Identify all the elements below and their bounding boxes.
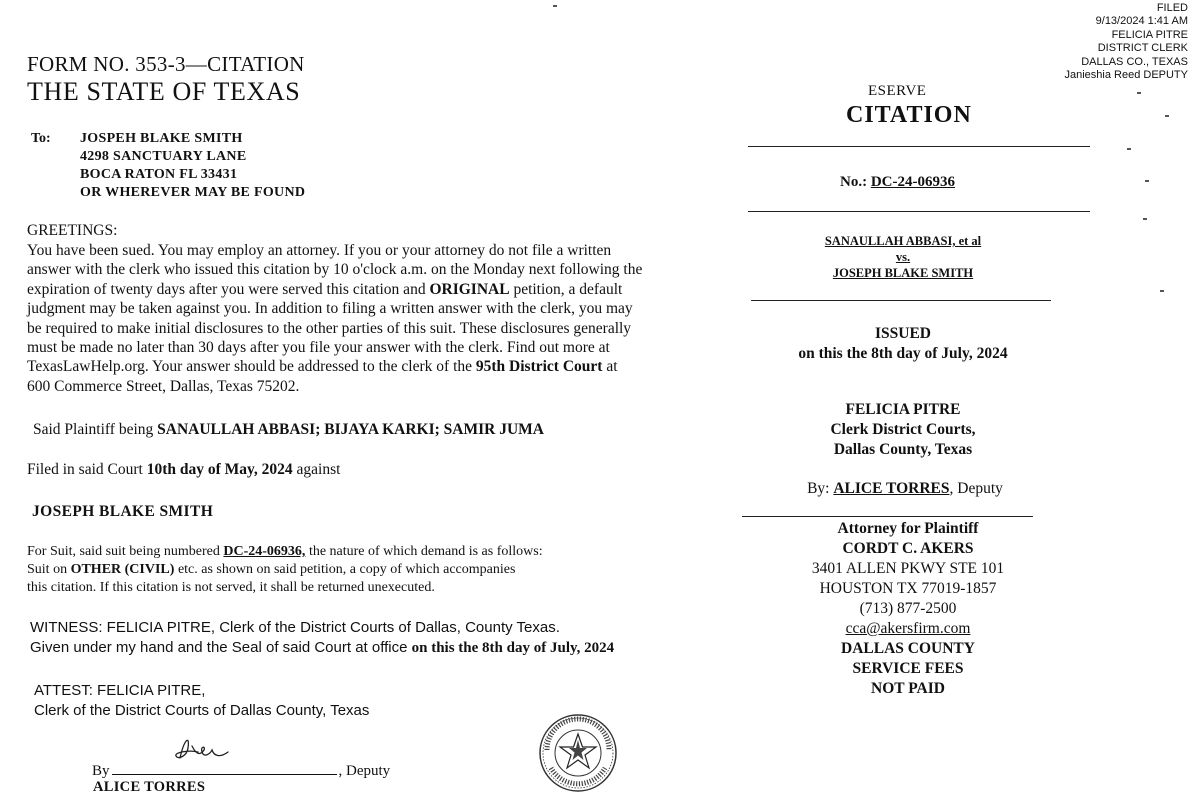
attest-line: Clerk of the District Courts of Dallas County, Texas <box>34 702 370 719</box>
paragraph-line: answer with the clerk who issued this citation by 10 o'clock a.m. on the Monday next following the <box>27 261 643 279</box>
by-suffix: , Deputy <box>949 480 1003 497</box>
clerk-block <box>783 400 1023 460</box>
paragraph-text: petition, a default <box>509 280 623 298</box>
plaintiffs-prefix: Said Plaintiff being <box>33 421 158 438</box>
suit-line <box>27 561 543 579</box>
stamp-line: DALLAS CO., TEXAS <box>1081 55 1188 68</box>
filed-prefix: Filed in said Court <box>27 461 147 478</box>
scan-speck <box>1127 148 1131 150</box>
deputy-name-side: ALICE TORRES <box>833 480 950 497</box>
address-line: BOCA RATON FL 33431 <box>80 167 238 182</box>
by-prefix: By: <box>807 480 834 497</box>
suit-text: the nature of which demand is as follows: <box>305 544 543 559</box>
issued-block <box>783 324 1023 364</box>
stamp-line: FILED <box>1156 2 1188 14</box>
eserve-label: ESERVE <box>868 83 927 99</box>
clerk-name: FELICIA PITRE <box>845 401 961 418</box>
divider <box>751 300 1051 301</box>
witness-text: Given under my hand and the Seal of said Court at office <box>30 639 412 656</box>
witness-block <box>30 618 614 658</box>
suit-description <box>27 543 543 597</box>
state-title: THE STATE OF TEXAS <box>27 77 301 106</box>
deputy-label: , Deputy <box>338 763 391 779</box>
greetings-heading: GREETINGS: <box>27 222 118 239</box>
paragraph-line: 600 Commerce Street, Dallas, Texas 75202. <box>27 377 300 395</box>
original-keyword: ORIGINAL <box>429 280 510 298</box>
greetings-paragraph <box>27 241 727 396</box>
issued-label: ISSUED <box>875 325 931 342</box>
citation-number <box>840 174 955 191</box>
filed-line <box>27 461 340 479</box>
paragraph-line <box>27 357 727 376</box>
stamp-line: Janieshia Reed DEPUTY <box>1064 69 1188 82</box>
plaintiffs-line <box>33 421 544 439</box>
attorney-email[interactable]: cca@akersfirm.com <box>845 620 971 637</box>
paragraph-line: be required to make initial disclosures to the other parties of this suit. These disclosures generally <box>27 319 632 337</box>
signature-line <box>92 760 390 780</box>
attorney-label: Attorney for Plaintiff <box>837 520 979 537</box>
suit-line: this citation. If this citation is not served, it shall be returned unexecuted. <box>27 580 435 595</box>
signature-blank <box>112 760 337 775</box>
scan-speck <box>553 5 557 7</box>
recipient-address <box>80 130 305 202</box>
paragraph-text: at <box>602 358 618 376</box>
deputy-name: ALICE TORRES <box>93 779 206 795</box>
address-line: 4298 SANCTUARY LANE <box>80 149 247 164</box>
paragraph-text: TexasLawHelp.org. Your answer should be addressed to the clerk of the <box>27 358 476 376</box>
vs-label: vs. <box>895 250 911 264</box>
deputy-block <box>760 480 1050 498</box>
suit-nature: OTHER (CIVIL) <box>70 562 175 577</box>
address-line: OR WHEREVER MAY BE FOUND <box>80 185 306 200</box>
fees-line: SERVICE FEES <box>852 660 964 677</box>
court-name: 95th District Court <box>475 358 603 376</box>
suit-text: Suit on <box>27 562 71 577</box>
scan-speck <box>1143 218 1147 220</box>
suit-prefix: For Suit, said suit being numbered <box>27 544 224 559</box>
witness-line: WITNESS: FELICIA PITRE, Clerk of the District Courts of Dallas, County Texas. <box>30 619 560 636</box>
divider <box>742 516 1033 517</box>
attest-block <box>34 681 369 721</box>
issued-date: on this the 8th day of July, 2024 <box>798 345 1008 362</box>
fees-line: NOT PAID <box>871 680 945 697</box>
number-value: DC-24-06936 <box>870 174 955 190</box>
case-number: DC-24-06936, <box>223 544 306 559</box>
attorney-block <box>773 519 1043 699</box>
attorney-phone: (713) 877-2500 <box>859 600 957 617</box>
divider <box>748 146 1090 147</box>
stamp-line: FELICIA PITRE <box>1111 28 1188 41</box>
court-seal-icon <box>537 712 619 794</box>
attorney-address: HOUSTON TX 77019-1857 <box>819 580 997 597</box>
witness-date: on this the 8th day of July, 2024 <box>411 640 615 656</box>
fees-line: DALLAS COUNTY <box>841 640 975 657</box>
to-label: To: <box>31 131 51 146</box>
attorney-address: 3401 ALLEN PKWY STE 101 <box>811 560 1005 577</box>
suit-line <box>27 543 543 561</box>
paragraph-line: judgment may be taken against you. In addition to filing a written answer with the clerk, you may <box>27 300 633 318</box>
witness-line <box>30 638 614 658</box>
paragraph-line: must be made no later than 30 days after you file your answer with the clerk. Find out more at <box>27 339 610 357</box>
stamp-line: DISTRICT CLERK <box>1097 42 1188 55</box>
by-label: By <box>92 763 110 779</box>
scan-speck <box>1165 115 1169 117</box>
clerk-title: Clerk District Courts, <box>830 421 976 438</box>
number-label: No.: <box>840 174 871 190</box>
address-line: JOSPEH BLAKE SMITH <box>80 131 243 146</box>
defendant-caption: JOSEPH BLAKE SMITH <box>832 266 974 280</box>
citation-title: CITATION <box>846 102 972 128</box>
plaintiff-caption: SANAULLAH ABBASI, et al <box>824 234 982 248</box>
scan-speck <box>1145 180 1149 182</box>
paragraph-line <box>27 280 727 299</box>
filed-stamp <box>1064 2 1188 82</box>
divider <box>748 211 1090 212</box>
scan-speck <box>1160 290 1164 292</box>
filed-date: 10th day of May, 2024 <box>146 461 293 478</box>
filed-suffix: against <box>292 461 341 478</box>
suit-text: etc. as shown on said petition, a copy of which accompanies <box>174 562 516 577</box>
attest-line: ATTEST: FELICIA PITRE, <box>34 682 206 699</box>
plaintiff-names: SANAULLAH ABBASI; BIJAYA KARKI; SAMIR JUMA <box>157 421 544 438</box>
form-number: FORM NO. 353-3—CITATION <box>27 52 305 76</box>
paragraph-text: expiration of twenty days after you were served this citation and <box>27 280 430 298</box>
clerk-county: Dallas County, Texas <box>833 441 973 458</box>
stamp-line: 9/13/2024 1:41 AM <box>1095 15 1188 28</box>
scan-speck <box>1137 92 1141 94</box>
case-parties <box>803 233 1003 281</box>
defendant-name: JOSEPH BLAKE SMITH <box>32 503 214 520</box>
paragraph-line: You have been sued. You may employ an attorney. If you or your attorney do not file a written <box>27 242 612 259</box>
attorney-name: CORDT C. AKERS <box>842 540 974 557</box>
